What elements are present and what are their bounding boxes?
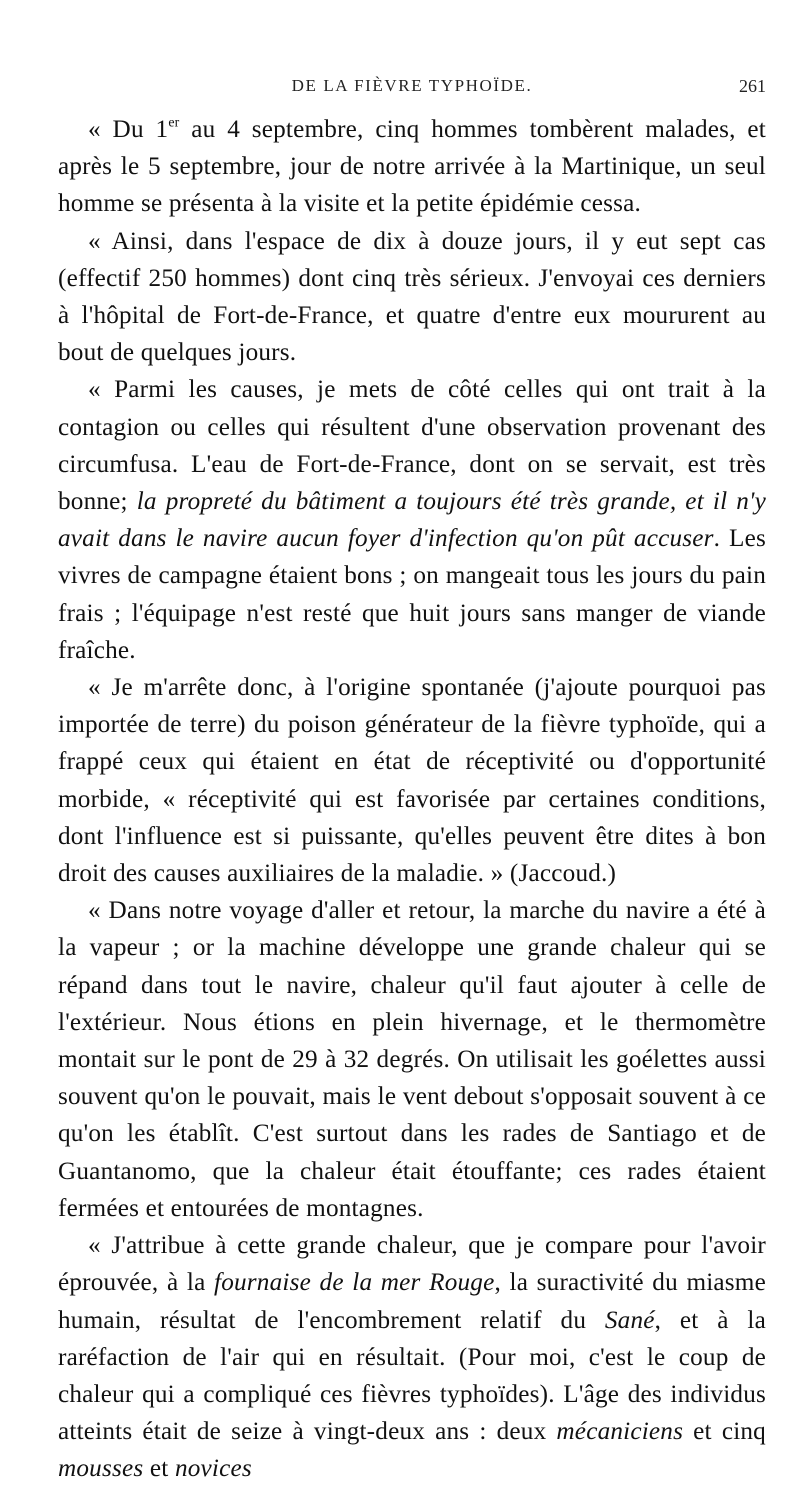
italic-text: la propreté du bâtiment a toujours été très grande, et il n'y avait dans le navire aucun foyer d'infection qu'on pût accuser bbox=[58, 488, 767, 553]
text-run: . Les vivres de campagne étaient bons ; on mangeait tous les jours du pain frais ; l'équipage n'est resté que huit jours sans manger de viande fraîche. bbox=[58, 525, 766, 664]
text-run: « Ainsi, dans l'espace de dix à douze jours, il y eut sept cas (effectif 250 hommes) dont cinq très sérieux. J'envoyai ces derniers à l'hôpital de Fort-de-France, et quatre d'entre eux moururent au bout de quelques jours. bbox=[58, 227, 766, 367]
paragraph bbox=[58, 371, 766, 669]
italic-text: fournaise de la mer Rouge bbox=[214, 1269, 495, 1297]
italic-text: Sané bbox=[604, 1306, 655, 1334]
italic-text: mécaniciens bbox=[556, 1418, 684, 1446]
paragraph bbox=[58, 223, 766, 372]
page-number: 261 bbox=[739, 76, 766, 96]
italic-text: mousses bbox=[58, 1455, 144, 1483]
page-header bbox=[58, 76, 766, 106]
superscript: er bbox=[168, 114, 180, 130]
text-run: « Parmi les causes, je mets de côté celles qui ont trait à la contagion ou celles qui résultent d'une observation provenant des circumfusa. L'eau de Fort-de-France, dont on se servait, est très bonne; bbox=[58, 376, 766, 516]
text-run: « J'attribue à cette grande chaleur, que je compare pour l'avoir éprouvée, à la bbox=[58, 1232, 766, 1297]
running-title: DE LA FIÈVRE TYPHOÏDE. bbox=[291, 76, 533, 95]
italic-text: novices bbox=[174, 1455, 252, 1483]
text-run: « Du 1 bbox=[88, 116, 169, 143]
paragraph bbox=[58, 1227, 766, 1487]
paragraph bbox=[58, 669, 766, 892]
text-run: « Dans notre voyage d'aller et retour, la marche du navire a été à la vapeur ; or la machine développe une grande chaleur qui se répand dans tout le navire, chaleur qu'il faut ajouter à celle de l'extérieur. Nous étions en plein hivernage, et le thermomètre montait sur le pont de 29 à 32 degrés. On utilisait les goélettes aussi souvent qu'on le pouvait, mais le vent debout s'opposait souvent à ce qu'on les établît. C'est surtout dans les rades de Santiago et de Guantanomo, que la chaleur était étouffante; ces rades étaient fermées et entourées de montagnes. bbox=[58, 897, 766, 1222]
text-run: et cinq bbox=[683, 1418, 766, 1446]
text-run: , la suractivité du miasme humain, résultat de l'encombrement relatif du bbox=[58, 1269, 766, 1334]
paragraph bbox=[58, 111, 766, 223]
body-text bbox=[58, 111, 766, 1488]
text-run: , et à la raréfaction de l'air qui en résultait. (Pour moi, c'est le coup de chaleur qui a compliqué ces fièvres typhoïdes). L'âge des individus atteints était de seize à vingt-deux ans : deux bbox=[58, 1306, 766, 1446]
text-run: et bbox=[143, 1455, 175, 1483]
paragraph bbox=[58, 892, 766, 1227]
text-run: au 4 septembre, cinq hommes tombèrent malades, et après le 5 septembre, jour de notre arrivée à la Martinique, un seul homme se présenta à la visite et la petite épidémie cessa. bbox=[58, 116, 767, 218]
text-run: « Je m'arrête donc, à l'origine spontanée (j'ajoute pourquoi pas importée de terre) du poison générateur de la fièvre typhoïde, qui a frappé ceux qui étaient en état de réceptivité ou d'opportunité morbide, « réceptivité qui est favorisée par certaines conditions, dont l'influence est si puissante, qu'elles peuvent être dites à bon droit des causes auxiliaires de la maladie. » (Jaccoud.) bbox=[58, 674, 766, 888]
